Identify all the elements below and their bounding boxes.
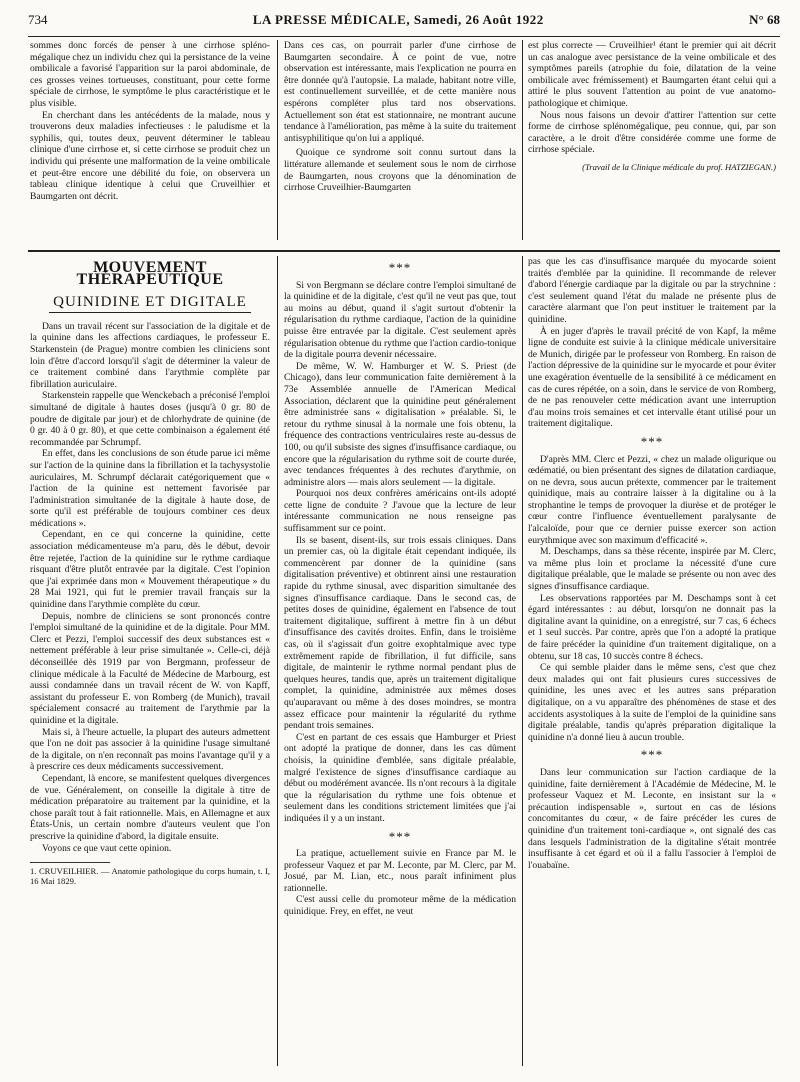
paragraph: La pratique, actuellement suivie en France par M. le professeur Vaquez et par M. Leconte, par M. Clerc, par M. Josué, par M. Lian, etc., nous paraît infiniment plus rationnelle. (284, 848, 516, 894)
paragraph: C'est aussi celle du promoteur même de la médication quinidique. Frey, en effet, ne veut (284, 894, 516, 918)
paragraph: est plus correcte — Cruveilhier¹ étant le premier qui ait décrit un cas analogue avec persistance de la veine ombilicale et des symptômes pareils (atrophie du foie, dilatation de la veine ombilicale avec frémissement) et Baumgarten étant celui qui a attiré le plus souvent l'attention au point de vue anatomo-pathologique et chimique. (528, 40, 776, 109)
column-divider (277, 40, 278, 240)
top-column-3 (528, 40, 776, 174)
paragraph: C'est en partant de ces essais que Hamburger et Priest ont adopté la pratique de donner, dans les cas dûment choisis, la quinidine d'emblée, sans digitale préalable, malgré l'existence de signes d'insuffisance cardiaque au début ou modérément avancée. Ils n'ont recours à la digitale que la régularisation du rythme une fois obtenue et seulement dans les conditions strictement limitées que j'ai indiquées il y a un instant. (284, 731, 516, 824)
paragraph: À en juger d'après le travail précité de von Kapf, la même ligne de conduite est suivie à la clinique médicale universitaire de Munich, dirigée par le professeur von Romberg. En raison de l'action dépressive de la quinidine sur le myocarde et pour éviter une exagération éventuelle de la sensibilité à ce médicament en cas de cures répétée, on a soin, dans le service de von Romberg, de ne pas renouveler cette médication avant une interruption d'au moins trois semaines et cet intervalle étant utilisé pour un traitement digitalique. (528, 325, 776, 430)
paragraph: sommes donc forcés de penser à une cirrhose spléno-mégalique chez un individu chez qui la persistance de la veine ombilicale a favorisé l'apparition sur la paroi abdominale, de ces grosses veines tortueuses, constituant, pour cette forme spéciale de cirrhose, le symptôme le plus caractéristique et le plus visible. (30, 40, 270, 109)
paragraph: De même, W. W. Hamburger et W. S. Priest (de Chicago), dans leur communication faite dernièrement à la 73e Assemblée annuelle de l'American Medical Association, déclarent que la quinidine peut généralement être administrée sans « digitalisation » préalable. Si, le retour du rythme sinusal à la normale une fois obtenu, la fréquence des contractions ventriculaires reste au-dessus de 100, ou qu'il subsiste des signes d'insuffisance cardiaque, ou encore que la régularisation du rythme soit de courte durée, avec tendances fréquentes à des rechutes d'arythmie, on administre alors — mais alors seulement — la digitale. (284, 360, 516, 488)
issue-number: N° 68 (749, 12, 780, 27)
section-stars: *** (388, 260, 412, 275)
top-column-2 (284, 40, 516, 194)
paragraph: Dans leur communication sur l'action cardiaque de la quinidine, faite dernièrement à l'Académie de Médecine, M. le professeur Vaquez et M. Leconte, en insistant sur la « précaution indispensable », surtout en cas de lésions concomitantes du cœur, « de faire précéder les cures de quinidine d'un traitement toni-cardiaque », ont signalé des cas dans lesquels l'administration de la digitaline s'était montrée insuffisante à cet égard et où il a fallu l'associer à l'emploi de l'ouabaïne. (528, 766, 776, 871)
section-rule (28, 250, 780, 252)
paragraph: Nous nous faisons un devoir d'attirer l'attention sur cette forme de cirrhose splénomégalique, peu connue, qui, par son caractère, a le droit d'être considérée comme une forme de cirrhose spéciale. (528, 109, 776, 156)
paragraph: Mais si, à l'heure actuelle, la plupart des auteurs admettent que l'on ne doit pas associer à la quinidine l'usage simultané de la digitale, on n'en reconnaît pas moins l'avantage qu'il y a à prescrire ces deux médicaments successivement. (30, 726, 270, 773)
paragraph: Quoique ce syndrome soit connu surtout dans la littérature allemande et seulement sous le nom de cirrhose de Baumgarten, nous croyons que la dénomination de cirrhose Cruveilhier-Baumgarten (284, 147, 516, 194)
bottom-column-1 (30, 256, 270, 886)
paragraph: Ils se basent, disent-ils, sur trois essais cliniques. Dans un premier cas, où la digitale était cependant indiquée, ils commencèrent par donner de la quinidine (sans digitalisation préventive) et obtinrent ainsi une restauration rapide du rythme sinusal, avec disparition simultanée des signes d'insuffisance cardiaque. Dans le second cas, de petites doses de quinidine, également en l'absence de tout traitement digitalique, suffirent à mettre fin à un début d'insuffisance des cavités droites. Enfin, dans le troisième cas, où il s'agissait d'un goitre exophtalmique avec type extrêmement rapide de fibrillation, il fut difficile, sans digitale, de maintenir le rythme normal pendant plus de quelques heures, tandis que, après un traitement digitalique complet, la quinidine, administrée aux mêmes doses qu'auparavant ou même à des doses moindres, se montra assez efficace pour maintenir la régularité du rythme pendant trois semaines. (284, 534, 516, 732)
paragraph: Si von Bergmann se déclare contre l'emploi simultané de la quinidine et de la digitale, c'est qu'il ne veut pas que, tout au moins au début, quand il s'agit surtout d'obtenir la régularisation du rythme cardiaque, l'action de la quinidine puisse être entravée par la digitale. C'est seulement après régularisation obtenue du rythme que l'action cardio-tonique de la digitale pourra devenir nécessaire. (284, 279, 516, 361)
paragraph: Les observations rapportées par M. Deschamps sont à cet égard intéressantes : au début, lorsqu'on ne donnait pas la digitaline avant la quinidine, on a enregistré, sur 7 cas, 6 échecs et 1 seul succès. Par contre, après que l'on a adopté la pratique de faire précéder la quinidine d'un traitement digitalique, on a obtenu, sur 18 cas, 10 succès contre 8 échecs. (528, 592, 776, 662)
bottom-column-2 (284, 256, 516, 918)
footnote: 1. CRUVEILHIER. — Anatomie pathologique du corps humain, t. I, 16 Mai 1829. (30, 866, 270, 887)
paragraph: Cependant, là encore, se manifestent quelques divergences de vue. Généralement, on conseille la digitale à titre de médication préparatoire au traitement par la quinidine, et la chose paraît tout à fait rationnelle. Mais, en Allemagne et aux États-Unis, un certain nombre d'auteurs veulent que l'on prescrive la quinidine d'abord, la digitale ensuite. (30, 772, 270, 842)
footnote-rule (30, 862, 110, 863)
top-column-1 (30, 40, 270, 202)
section-stars: *** (640, 747, 664, 763)
paragraph: Starkenstein rappelle que Wenckebach a préconisé l'emploi simultané de digitale à hautes doses (jusqu'à 0 gr. 80 de poudre de digitale par jour) et de chlorhydrate de quinine (de 0 gr. 40 à 0 gr. 80), et que cette combinaison a également été recommandée par Schrumpf. (30, 390, 270, 448)
bottom-column-3 (528, 256, 776, 871)
section-stars: *** (388, 828, 412, 844)
column-divider (522, 40, 523, 240)
paragraph: Dans ces cas, on pourrait parler d'une cirrhose de Baumgarten secondaire. À ce point de vue, notre observation est intéressante, mais l'explication ne pourra en être donnée qu'à l'autopsie. La malade, habitant notre ville, est continuellement surveillée, et de cette manière nous espérons compléter plus tard nos observations. Actuellement son état est stationnaire, ne montrant aucune tendance à l'amélioration, pas même à la suite du traitement antisyphilitique qu'on lui a appliqué. (284, 40, 516, 144)
header-rule (28, 36, 780, 37)
section-title: MOUVEMENT THÉRAPEUTIQUE (76, 259, 224, 288)
page-header (28, 12, 780, 34)
paragraph: D'après MM. Clerc et Pezzi, « chez un malade oligurique ou œdématié, ou bien présentant des signes de dilatation cardiaque, on ne devra, sous aucun prétexte, commencer par le traitement quinidique, mais au contraire laisser à la digitaline ou à la strophantine le temps de provoquer la diurèse et de protéger le cœur contre l'influence éventuellement paralysante de l'alcaloïde, pour que ce dernier puisse exercer son action eurythmique avec son maximum d'efficacité ». (528, 453, 776, 546)
paragraph: pas que les cas d'insuffisance marquée du myocarde soient traités d'emblée par la quinidine. Il recommande de relever d'abord l'énergie cardiaque par la digitale ou par la strychnine : c'est seulement quand l'état du malade ne présente plus de caractère alarmant que l'on peut instituer le traitement par la quinidine. (528, 256, 776, 325)
paragraph: Depuis, nombre de cliniciens se sont prononcés contre l'emploi simultané de la quinidine et de la digitale. Pour MM. Clerc et Pezzi, l'emploi successif des deux substances est « nettement préférable à leur prise simultanée ». Celle-ci, déjà déconseillée dès 1919 par von Bergmann, professeur de clinique médicale à la Faculté de Médecine de Marbourg, est aussi condamnée dans un travail récent de W. von Kapff, assistant du professeur E. von Romberg (de Munich), travail spécialement consacré au traitement de l'arythmie par la quinidine et la digitale. (30, 610, 270, 726)
clinic-credit: (Travail de la Clinique médicale du prof. HATZIEGAN.) (582, 161, 776, 172)
paragraph: Dans un travail récent sur l'association de la digitale et de la quinine dans les affections cardiaques, le professeur E. Starkenstein (de Prague) montre combien les cliniciens sont loin d'être d'accord lorsqu'il s'agit de déterminer la valeur de ce traitement combiné dans l'arythmie complète par fibrillation auriculaire. (30, 320, 270, 390)
section-stars: *** (640, 433, 664, 449)
paragraph: Pourquoi nos deux confrères américains ont-ils adopté cette ligne de conduite ? J'avoue que la lecture de leur intéressante communication ne nous renseigne pas suffisamment sur ce point. (284, 488, 516, 535)
article-title: QUINIDINE ET DIGITALE (30, 297, 270, 309)
column-divider (277, 256, 278, 1066)
paragraph: Ce qui semble plaider dans le même sens, c'est que chez deux malades qui ont fait plusieurs cures successives de quinidine, les unes avec et les autres sans préparation digitalique, on a vu apparaître des phénomènes de stase et des accidents asystoliques à la suite de l'emploi de la quinidine sans digitale préalable, tandis qu'après préparation digitalique la quinidine n'a donné lieu à aucun trouble. (528, 662, 776, 743)
page-number: 734 (28, 12, 48, 27)
paragraph: En effet, dans les conclusions de son étude parue ici même sur l'action de la quinine dans la fibrillation et la tachysystolie auriculaires, M. Schrumpf déclarait catégoriquement que « l'action de la quinine est nettement favorisée par l'administration simultanée de la digitale à haute dose, de sorte qu'il est préférable de toujours combiner ces deux médications ». (30, 448, 270, 529)
paragraph: En cherchant dans les antécédents de la malade, nous y trouverons deux maladies infectieuses : le paludisme et la syphilis, qui, toutes deux, peuvent déterminer le tableau clinique d'une cirrhose et, si cette cirrhose se produit chez un individu qui présente une malformation de la veine ombilicale et peut-être encore une débilité du foie, on observera un tableau clinique identique à celui que Cruveilhier et Baumgarten ont décrit. (30, 109, 270, 202)
column-divider (522, 256, 523, 1066)
paragraph: Cependant, en ce qui concerne la quinidine, cette association médicamenteuse m'a paru, dès le début, devoir être rejetée, l'action de la quinidine sur le rythme cardiaque risquant d'être plutôt entravée par la digitale. C'est l'opinion que j'ai exprimée dans mon « Mouvement thérapeutique » du 28 Mai 1921, qui fut le premier travail français sur la quinidine dans l'arythmie complète du cœur. (30, 529, 270, 611)
paragraph: M. Deschamps, dans sa thèse récente, inspirée par M. Clerc, va même plus loin et proclame la nécessité d'une cure digitalique préalable, que le malade se présente ou non avec des signes d'insuffisance cardiaque. (528, 546, 776, 593)
journal-title: LA PRESSE MÉDICALE, Samedi, 26 Août 1922 (252, 12, 544, 27)
paragraph: Voyons ce que vaut cette opinion. (42, 842, 172, 854)
